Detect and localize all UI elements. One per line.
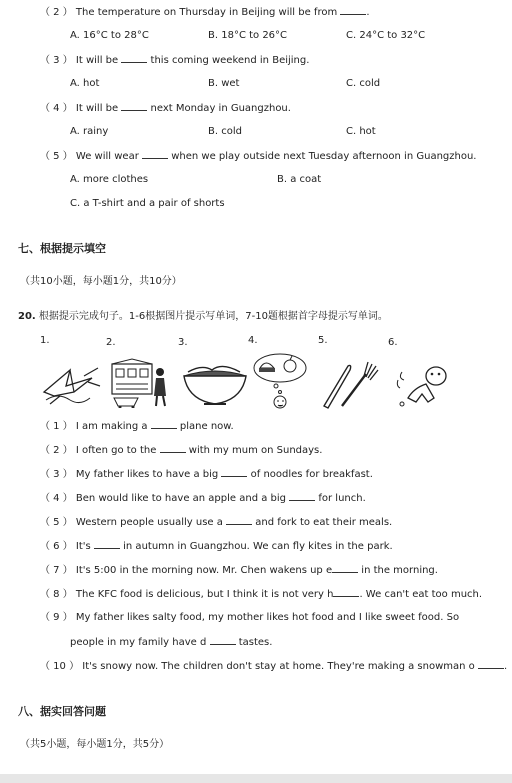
page-bottom-bar	[0, 774, 512, 783]
question-number: （ 10 ）	[40, 661, 80, 672]
option-a: A. more clothes	[70, 174, 149, 185]
question-text-end: in autumn in Guangzhou. We can fly kites in the park.	[123, 541, 393, 552]
answer-blank[interactable]	[289, 491, 315, 501]
question-text: My father likes salty food, my mother likes hot food and I like sweet food. So	[75, 612, 460, 623]
picture-label-1: 1.	[40, 335, 50, 346]
fill-question-6	[40, 539, 393, 554]
hamburger-picture	[250, 352, 310, 410]
picture-label-4: 4.	[248, 335, 258, 346]
answer-blank[interactable]	[333, 587, 359, 597]
fill-question-10	[40, 659, 507, 674]
answer-blank[interactable]	[340, 5, 366, 15]
answer-blank[interactable]	[94, 539, 120, 549]
question-number: （ 6 ）	[40, 541, 73, 552]
question-text: people in my family have d	[70, 637, 207, 648]
option-b: B. 18°C to 26°C	[208, 30, 288, 41]
option-b: B. wet	[208, 78, 240, 89]
question-number: （ 4 ）	[40, 493, 73, 504]
question-number: （ 1 ）	[40, 421, 73, 432]
fill-question-9	[40, 611, 459, 625]
picture-label-5: 5.	[318, 335, 328, 346]
fill-question-8	[40, 587, 482, 602]
question-3	[40, 53, 309, 68]
section-7-subtitle: （共10小题，每小题1分，共10分）	[20, 276, 182, 287]
question-text-end: .	[503, 661, 508, 672]
answer-blank[interactable]	[142, 149, 168, 159]
question-text: It will be	[75, 55, 119, 66]
section-7-title: 七、根据提示填空	[18, 242, 106, 255]
question-number: （ 7 ）	[40, 565, 73, 576]
question-instructions: 根据提示完成句子。1-6根据图片提示写单词，7-10题根据首字母提示写单词。	[38, 311, 388, 322]
question-number: 20.	[18, 311, 36, 322]
answer-blank[interactable]	[121, 53, 147, 63]
fill-question-4	[40, 491, 366, 506]
question-number: （ 4 ）	[40, 103, 73, 114]
question-text-end: with my mum on Sundays.	[188, 445, 323, 456]
option-b: B. cold	[208, 126, 242, 137]
fill-question-9-continued	[70, 635, 272, 650]
question-4	[40, 101, 291, 116]
answer-blank[interactable]	[332, 563, 358, 573]
question-text: I am making a	[75, 421, 148, 432]
fill-question-2	[40, 443, 322, 458]
answer-blank[interactable]	[160, 443, 186, 453]
option-c: C. hot	[346, 126, 376, 137]
question-text: The temperature on Thursday in Beijing will be from	[75, 7, 338, 18]
dog-picture	[392, 358, 458, 410]
answer-blank[interactable]	[210, 635, 236, 645]
picture-label-6: 6.	[388, 337, 398, 348]
bowl-of-noodles-picture	[182, 360, 248, 408]
question-text-end: tastes.	[238, 637, 273, 648]
supermarket-picture	[108, 358, 174, 408]
question-text: It's 5:00 in the morning now. Mr. Chen wakens up e	[75, 565, 333, 576]
question-text: We will wear	[75, 151, 139, 162]
question-text: It's snowy now. The children don't stay at home. They're making a snowman o	[82, 661, 475, 672]
fill-question-1	[40, 419, 234, 434]
question-number: （ 2 ）	[40, 445, 73, 456]
question-text-end: next Monday in Guangzhou.	[150, 103, 291, 114]
question-number: （ 5 ）	[40, 517, 73, 528]
question-text-end: . We can't eat too much.	[359, 589, 483, 600]
question-text-end: of noodles for breakfast.	[250, 469, 373, 480]
section-8-title: 八、据实回答问题	[18, 705, 106, 718]
question-text: The KFC food is delicious, but I think it is not very h	[75, 589, 334, 600]
question-text: I often go to the	[75, 445, 157, 456]
question-text-end: in the morning.	[361, 565, 438, 576]
question-text: Ben would like to have an apple and a big	[75, 493, 286, 504]
option-c: C. cold	[346, 78, 381, 89]
fill-question-3	[40, 467, 373, 482]
answer-blank[interactable]	[151, 419, 177, 429]
question-5	[40, 149, 476, 164]
picture-label-2: 2.	[106, 337, 116, 348]
answer-blank[interactable]	[121, 101, 147, 111]
knife-and-fork-picture	[318, 360, 384, 410]
option-a: A. 16°C to 28°C	[70, 30, 149, 41]
question-text: It will be	[75, 103, 119, 114]
option-c: C. 24°C to 32°C	[346, 30, 426, 41]
question-text-end: when we play outside next Tuesday afternoon in Guangzhou.	[171, 151, 477, 162]
question-number: （ 2 ）	[40, 7, 73, 18]
question-number: （ 5 ）	[40, 151, 73, 162]
question-number: （ 3 ）	[40, 469, 73, 480]
answer-blank[interactable]	[226, 515, 252, 525]
question-number: （ 9 ）	[40, 612, 73, 623]
option-a: A. hot	[70, 78, 100, 89]
question-20	[18, 310, 388, 324]
section-8-subtitle: （共5小题，每小题1分，共5分）	[20, 739, 170, 750]
question-text: Western people usually use a	[75, 517, 223, 528]
question-text-end: for lunch.	[318, 493, 366, 504]
answer-blank[interactable]	[221, 467, 247, 477]
question-text-end: this coming weekend in Beijing.	[150, 55, 310, 66]
question-number: （ 3 ）	[40, 55, 73, 66]
answer-blank[interactable]	[478, 659, 504, 669]
option-c: C. a T-shirt and a pair of shorts	[70, 198, 225, 209]
question-text: It's	[75, 541, 91, 552]
question-text: My father likes to have a big	[75, 469, 219, 480]
question-text-end: and fork to eat their meals.	[255, 517, 393, 528]
paper-plane-picture	[40, 356, 102, 408]
question-number: （ 8 ）	[40, 589, 73, 600]
question-text-end: .	[366, 7, 370, 18]
fill-question-5	[40, 515, 392, 530]
option-b: B. a coat	[277, 174, 322, 185]
question-2	[40, 5, 370, 20]
option-a: A. rainy	[70, 126, 109, 137]
question-text-end: plane now.	[179, 421, 234, 432]
fill-question-7	[40, 563, 438, 578]
picture-label-3: 3.	[178, 337, 188, 348]
